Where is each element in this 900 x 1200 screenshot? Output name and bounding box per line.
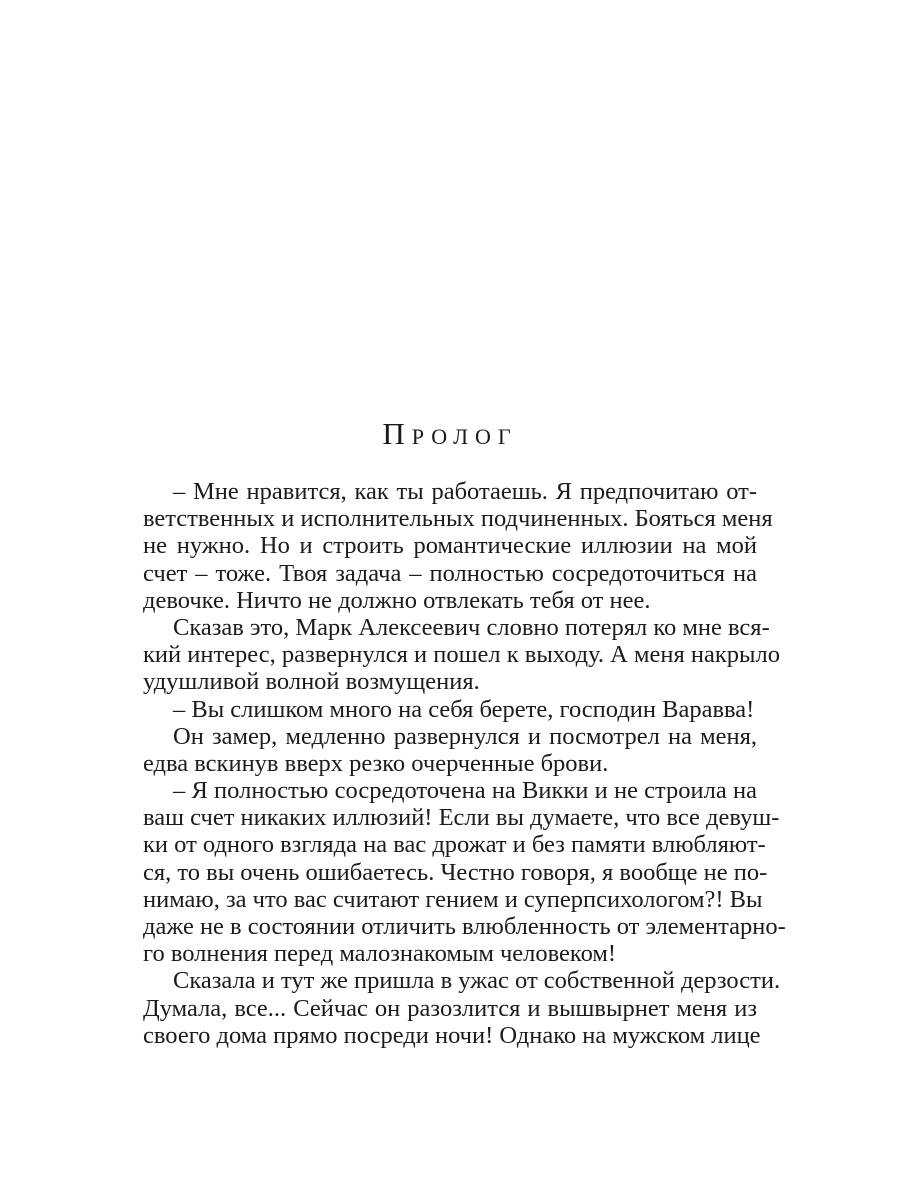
text-line: Думала, все... Сейчас он разозлится и вышвырнет меня из <box>143 994 757 1022</box>
text-line: счет – тоже. Твоя задача – полностью сосредоточиться на <box>143 559 757 587</box>
text-line: своего дома прямо посреди ночи! Однако на мужском лице <box>143 1021 761 1049</box>
text-line: ваш счет никаких иллюзий! Если вы думаете, что все девуш- <box>143 804 780 832</box>
text-line: даже не в состоянии отличить влюбленность от элементарно- <box>143 913 786 940</box>
text-line: едва вскинув вверх резко очерченные брови. <box>143 749 609 777</box>
text-line: не нужно. Но и строить романтические иллюзии на мой <box>143 532 757 560</box>
text-line: ветственных и исполнительных подчиненных. Бояться меня <box>143 505 773 533</box>
text-line: Сказала и тут же пришла в ужас от собственной дерзости. <box>173 967 781 995</box>
text-line: ся, то вы очень ошибаетесь. Честно говоря, я вообще не по- <box>143 858 768 886</box>
text-line: кий интерес, развернулся и пошел к выходу. А меня накрыло <box>143 641 780 669</box>
text-line: – Вы слишком много на себя берете, господин Варавва! <box>173 695 755 723</box>
text-line: ки от одного взгляда на вас дрожат и без памяти влюбляют- <box>143 831 766 859</box>
prologue-text <box>143 478 786 1049</box>
text-line: девочке. Ничто не должно отвлекать тебя от нее. <box>143 586 651 614</box>
text-line: – Мне нравится, как ты работаешь. Я предпочитаю от- <box>173 478 757 505</box>
text-line: – Я полностью сосредоточена на Викки и не строила на <box>173 777 757 805</box>
text-line: удушливой волной возмущения. <box>143 668 480 696</box>
text-line: Он замер, медленно развернулся и посмотрел на меня, <box>173 722 757 750</box>
text-line: Сказав это, Марк Алексеевич словно потерял ко мне вся- <box>173 613 770 641</box>
text-line: нимаю, за что вас считают гением и суперпсихологом?! Вы <box>143 885 763 913</box>
chapter-title: Пролог <box>382 416 518 451</box>
text-line: го волнения перед малознакомым человеком! <box>143 940 617 968</box>
